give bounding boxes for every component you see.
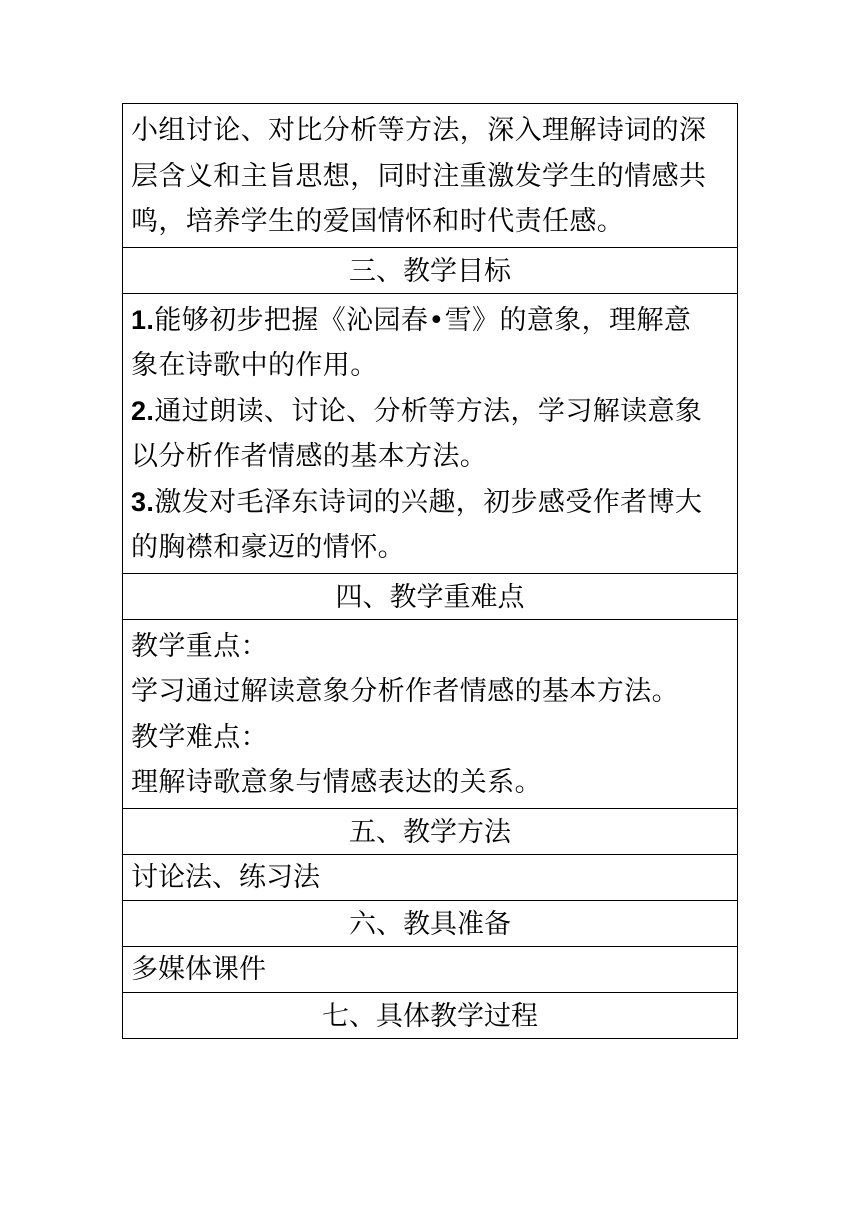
objective-item-1-line-1 [131, 298, 731, 344]
materials-heading: 六、教具准备 [123, 900, 737, 946]
objective-number-1: 1. [131, 304, 155, 335]
objective-text-3a: 激发对毛泽东诗词的兴趣，初步感受作者博大 [154, 486, 703, 518]
methods-heading: 五、教学方法 [123, 808, 737, 854]
objective-item-3-line-2: 的胸襟和豪迈的情怀。 [131, 532, 405, 563]
process-heading: 七、具体教学过程 [123, 992, 737, 1038]
lesson-plan-table [122, 103, 738, 1039]
intro-line-1: 小组讨论、对比分析等方法，深入理解诗词的深 [131, 115, 707, 146]
objective-item-3-line-1 [131, 480, 731, 526]
objective-item-2-line-1 [131, 389, 731, 435]
focus-label: 教学重点： [131, 630, 268, 662]
objectives-list [123, 293, 737, 573]
objectives-heading: 三、教学目标 [123, 247, 737, 293]
objective-text-2a: 通过朗读、讨论、分析等方法，学习解读意象 [154, 395, 703, 427]
materials-text: 多媒体课件 [123, 946, 737, 992]
objective-item-2-line-2: 以分析作者情感的基本方法。 [131, 441, 488, 472]
objective-text-1a: 能够初步把握《沁园春•雪》的意象，理解意 [154, 304, 692, 336]
methods-text: 讨论法、练习法 [123, 854, 737, 900]
key-points-heading: 四、教学重难点 [123, 573, 737, 619]
difficulty-text: 理解诗歌意象与情感表达的关系。 [131, 767, 542, 798]
objective-number-2: 2. [131, 395, 155, 426]
intro-paragraph [123, 104, 737, 247]
focus-text: 学习通过解读意象分析作者情感的基本方法。 [131, 676, 679, 707]
key-points-content [123, 619, 737, 808]
objective-item-1-line-2: 象在诗歌中的作用。 [131, 350, 378, 381]
objective-number-3: 3. [131, 486, 155, 517]
intro-line-3: 鸣，培养学生的爱国情怀和时代责任感。 [131, 206, 625, 237]
difficulty-label: 教学难点： [131, 721, 268, 753]
intro-line-2: 层含义和主旨思想，同时注重激发学生的情感共 [131, 160, 707, 192]
